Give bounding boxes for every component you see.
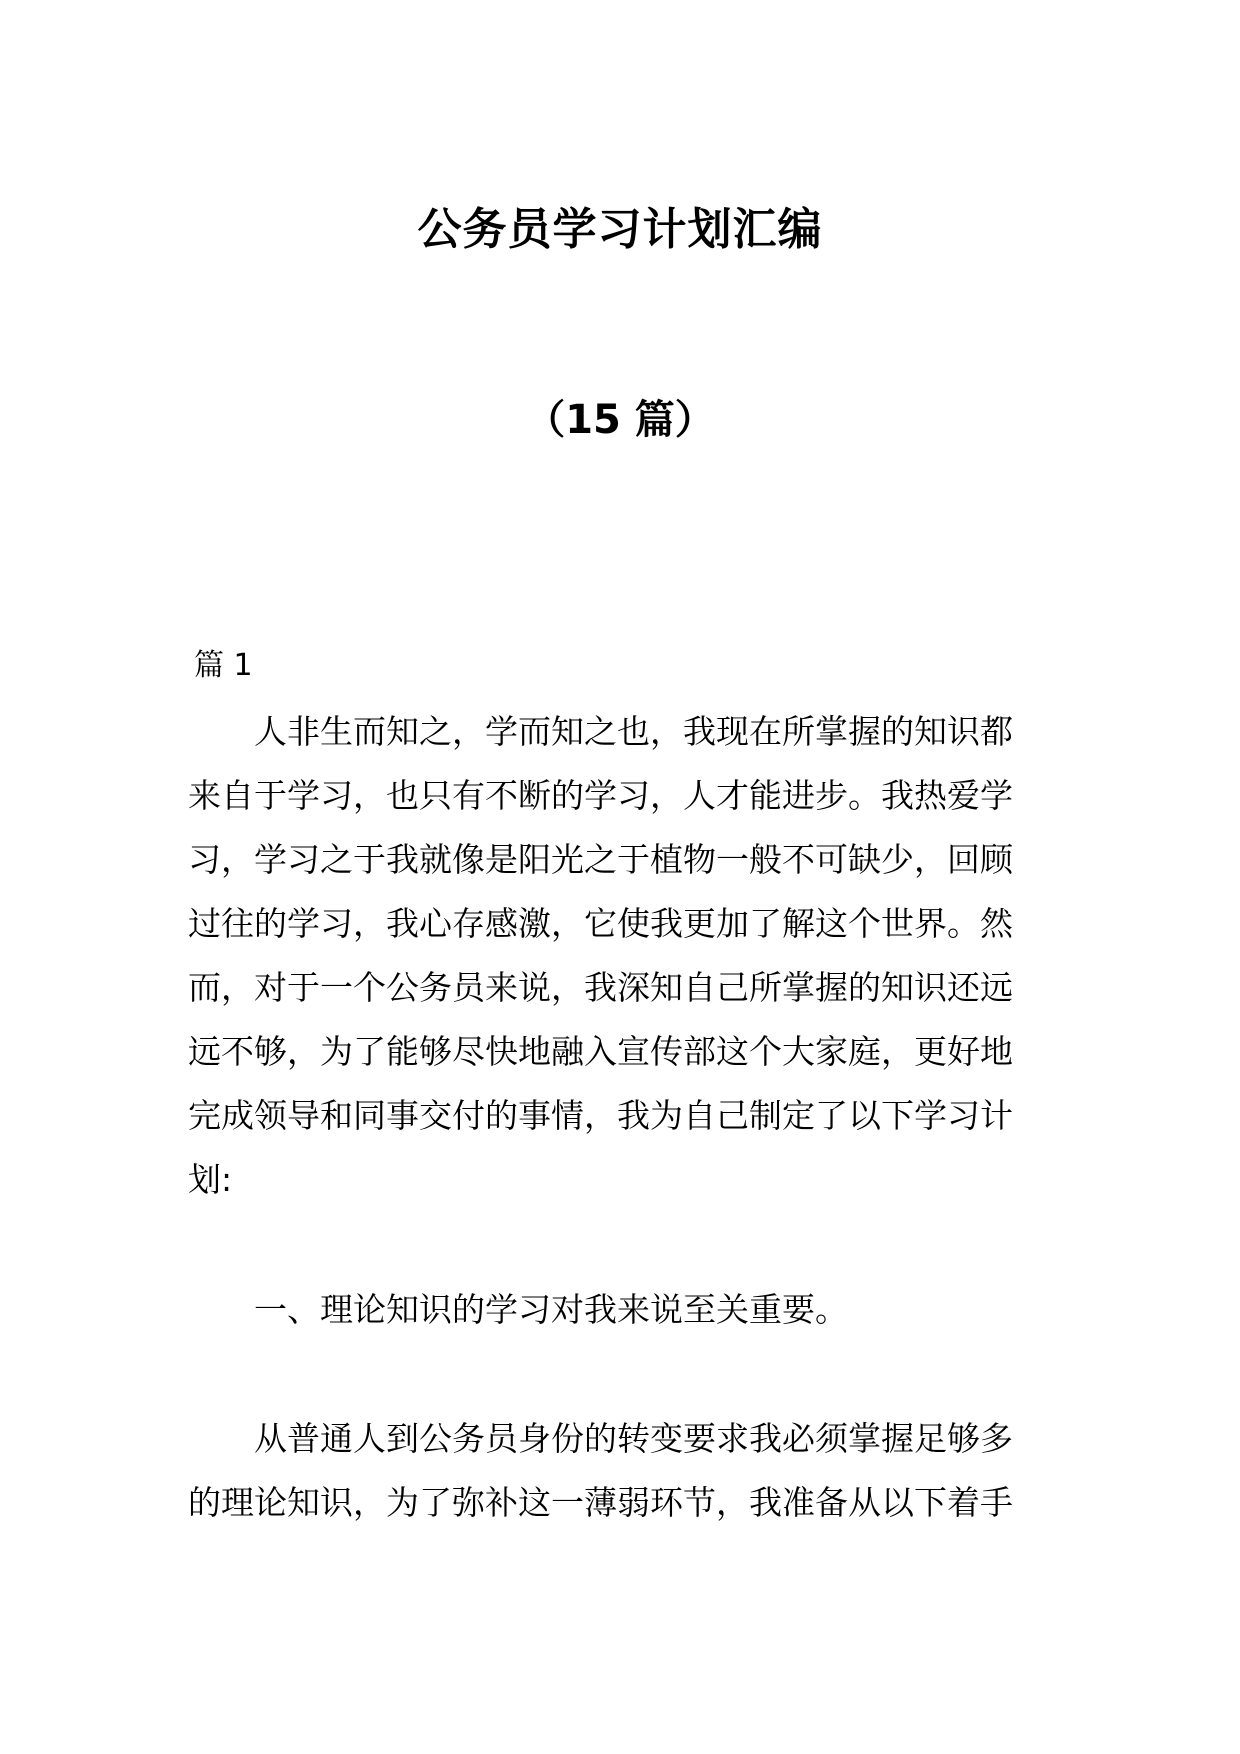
paragraph-line: 习，学习之于我就像是阳光之于植物一般不可缺少，回顾 <box>188 840 1013 879</box>
paragraph-line: 而，对于一个公务员来说，我深知自己所掌握的知识还远 <box>188 968 1013 1007</box>
paragraph-line: 远不够，为了能够尽快地融入宣传部这个大家庭，更好地 <box>188 1032 1013 1071</box>
paragraph-line: 来自于学习，也只有不断的学习，人才能进步。我热爱学 <box>188 776 1013 815</box>
paragraph-theory <box>188 1407 1056 1535</box>
paragraph-intro <box>188 700 1056 1212</box>
heading-line: 一、理论知识的学习对我来说至关重要。 <box>254 1290 848 1329</box>
paragraph-line: 完成领导和同事交付的事情，我为自己制定了以下学习计 <box>188 1096 1013 1135</box>
section-heading <box>188 1278 1056 1342</box>
paragraph-line: 划: <box>188 1160 233 1199</box>
paragraph-line: 过往的学习，我心存感激，它使我更加了解这个世界。然 <box>188 904 1013 943</box>
paragraph-line: 人非生而知之，学而知之也，我现在所掌握的知识都 <box>254 712 1013 751</box>
document-title: 公务员学习计划汇编 <box>417 204 823 255</box>
document-subtitle: （15 篇） <box>525 397 715 443</box>
section-label: 篇 1 <box>194 648 253 683</box>
paragraph-line: 的理论知识，为了弥补这一薄弱环节，我准备从以下着手 <box>188 1483 1013 1522</box>
paragraph-line: 从普通人到公务员身份的转变要求我必须掌握足够多 <box>254 1419 1013 1458</box>
